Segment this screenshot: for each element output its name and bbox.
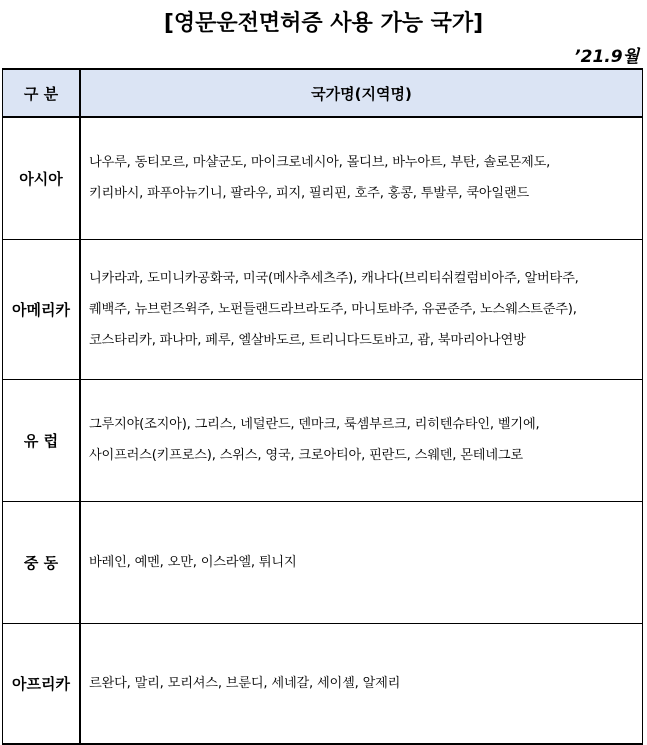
country-line: 그루지야(조지아), 그리스, 네덜란드, 덴마크, 룩셈부르크, 리히텐슈타인, 벨기에, (89, 417, 540, 432)
country-list (80, 501, 643, 623)
country-line: 사이프러스(키프로스), 스위스, 영국, 크로아티아, 핀란드, 스웨덴, 몬테네그로 (89, 448, 523, 463)
country-line: 바레인, 예멘, 오만, 이스라엘, 튀니지 (89, 554, 297, 570)
country-list (80, 117, 643, 239)
region-label: 아메리카 (3, 239, 81, 379)
country-line: 퀘백주, 뉴브런즈윅주, 노펀들랜드라브라도주, 마니토바주, 유콘준주, 노스웨스트준주), (89, 301, 577, 317)
document-date: ’21.9월 (574, 47, 639, 67)
country-line: 키리바시, 파푸아뉴기니, 팔라우, 피지, 필리핀, 호주, 홍콩, 투발루, 쿡아일랜드 (89, 186, 530, 202)
country-line: 르완다, 말리, 모리셔스, 브룬디, 세네갈, 세이셸, 알제리 (89, 675, 401, 691)
country-line: 니카라과, 도미니카공화국, 미국(메사추세츠주), 캐나다(브리티쉬컬럼비아주, 알버타주, (89, 270, 579, 286)
country-line: 나우루, 동티모르, 마샬군도, 마이크로네시아, 몰디브, 바누아트, 부탄, 솔로몬제도, (89, 155, 551, 171)
region-label: 중 동 (3, 501, 81, 623)
table-row (3, 623, 643, 744)
region-label: 아프리카 (3, 623, 81, 744)
header-countries: 국가명(지역명) (80, 69, 643, 117)
table-row (3, 501, 643, 623)
table-row (3, 117, 643, 239)
table-row (3, 239, 643, 379)
table-header-row (3, 69, 643, 117)
region-label: 유 럽 (3, 379, 81, 501)
header-region: 구 분 (3, 69, 81, 117)
table-row (3, 379, 643, 501)
country-list (80, 239, 643, 379)
document-title: [영문운전면허증 사용 가능 국가] (163, 11, 484, 36)
country-line: 코스타리카, 파나마, 페루, 엘살바도르, 트리니다드토바고, 괌, 북마리아나연방 (89, 332, 526, 348)
country-list (80, 379, 643, 501)
region-label: 아시아 (3, 117, 81, 239)
country-list (80, 623, 643, 744)
country-table (2, 68, 643, 745)
